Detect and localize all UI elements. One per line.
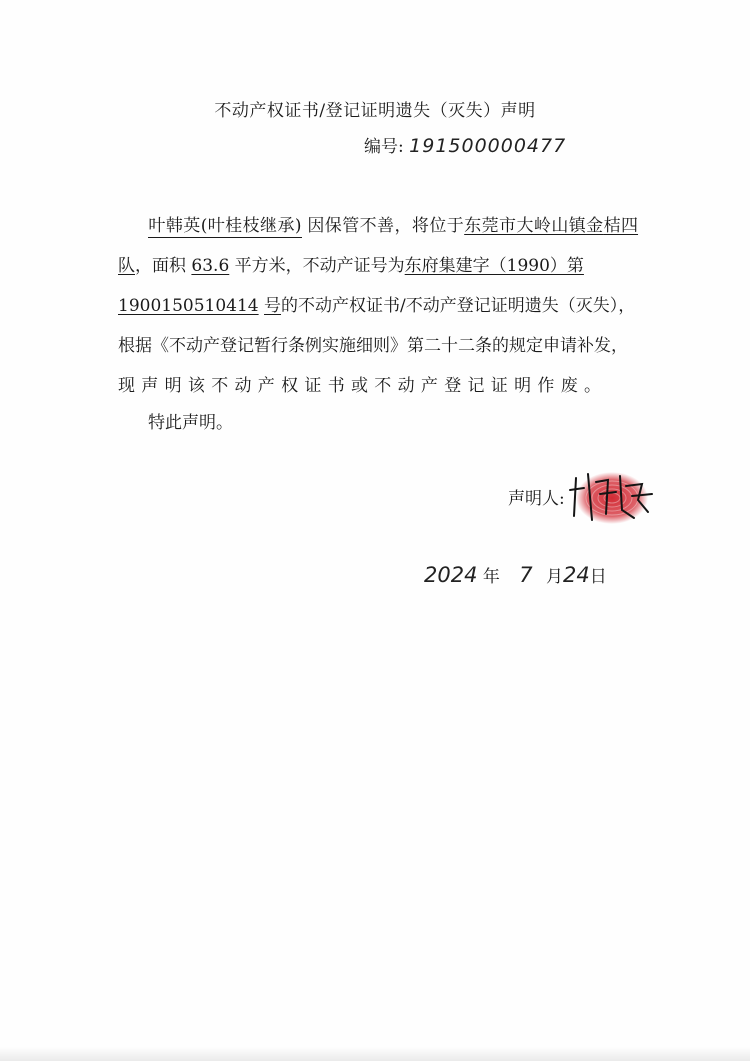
month-label: 月 (546, 567, 564, 587)
day-label: 日 (589, 567, 607, 587)
number-label: 编号: (364, 137, 404, 157)
property-location-a: 东莞市大岭山镇金 (464, 216, 604, 236)
declarant-label: 声明人: (508, 489, 565, 509)
date-line (424, 562, 607, 587)
document-number-line (364, 132, 566, 157)
body-line-5: 现声明该不动产权证书或不动产登记证明作废。 (118, 376, 608, 396)
certificate-suffix: 号 (264, 296, 282, 316)
signature-with-fingerprint-seal (562, 460, 662, 530)
handwritten-month: 7 (519, 563, 533, 587)
property-area: 63.6 (191, 256, 230, 276)
handwritten-day: 24 (563, 563, 590, 587)
certificate-number: 1900150510414 (118, 296, 259, 316)
body-text-2: ，面积 (135, 256, 186, 276)
scan-edge-shadow (0, 1047, 750, 1061)
declaration-body (118, 206, 638, 406)
document-title: 不动产权证书/登记证明遗失（灭失）声明 (214, 101, 536, 121)
handwritten-number: 191500000477 (409, 135, 567, 157)
declarant-name: 叶韩英(叶桂枝继承) (148, 216, 302, 236)
closing-text: 特此声明。 (148, 413, 233, 433)
body-text-4: 的不动产权证书/不动产登记证明遗失（灭失）， (281, 296, 636, 316)
year-label: 年 (482, 567, 500, 587)
body-text-3: 平方米，不动产证号为 (234, 256, 405, 276)
certificate-prefix: 东府集建字（1990）第 (404, 256, 584, 276)
body-text-1: 因保管不善，将位于 (307, 216, 465, 236)
handwritten-year: 2024 (424, 563, 478, 587)
fingerprint-seal-icon (562, 460, 662, 530)
body-line-4: 根据《不动产登记暂行条例实施细则》第二十二条的规定申请补发， (118, 336, 628, 356)
property-location-b: 桔四队 (118, 216, 639, 276)
